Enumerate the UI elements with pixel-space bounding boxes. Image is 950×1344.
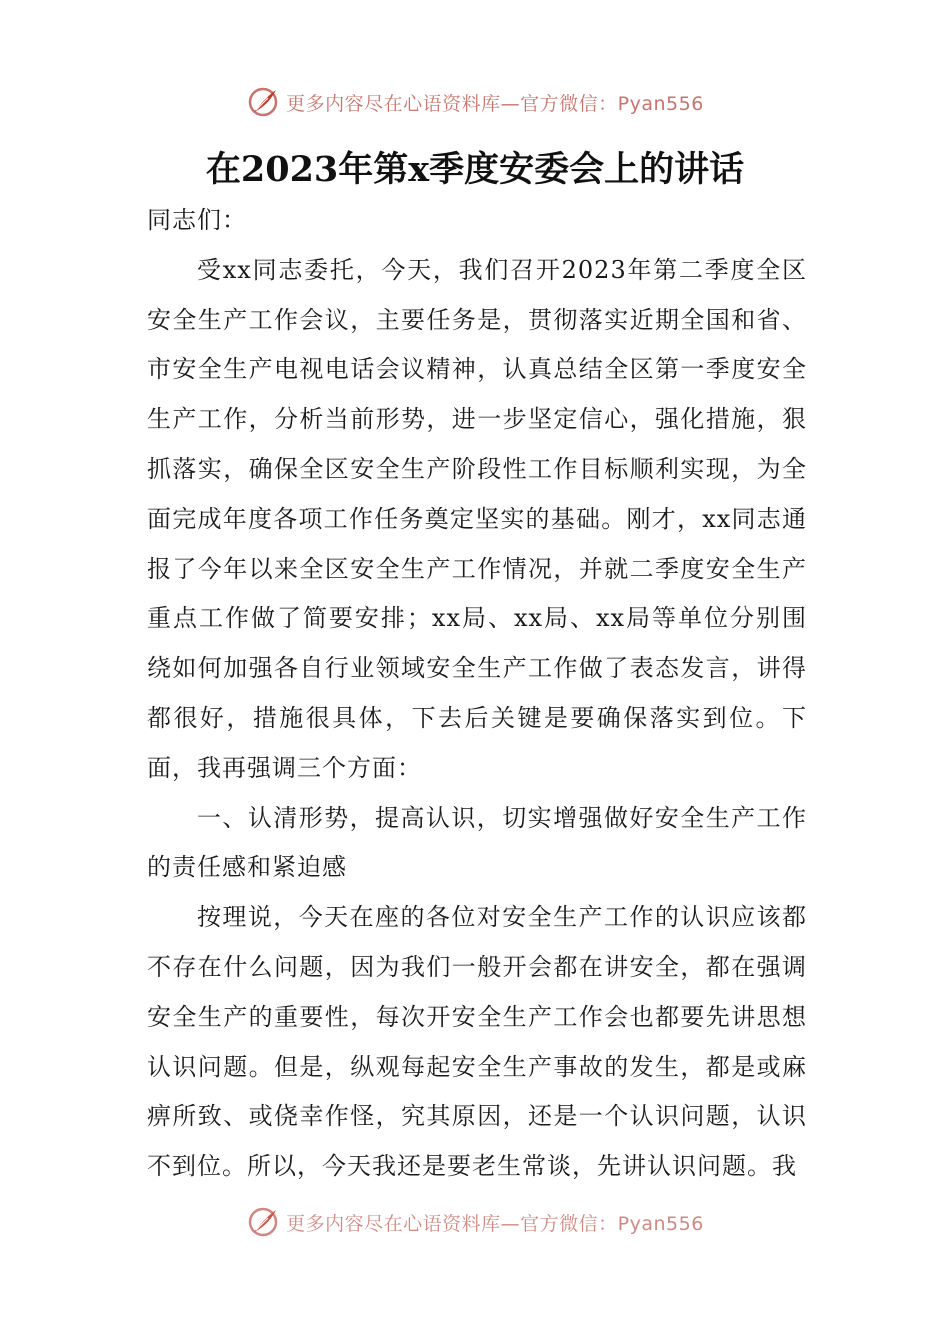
section-heading: 一、认清形势，提高认识，切实增强做好安全生产工作的责任感和紧迫感 [147,803,807,882]
document-body [147,196,807,1192]
footer-watermark [0,1202,950,1242]
document-title: 在2023年第x季度安委会上的讲话 [205,149,745,190]
watermark-text: 更多内容尽在心语资料库—官方微信：Pyan556 [286,1212,704,1235]
feather-pen-logo-icon [246,85,280,119]
feather-pen-logo-icon [246,1205,280,1239]
paragraph: 按理说，今天在座的各位对安全生产工作的认识应该都不存在什么问题，因为我们一般开会都在讲安全，都在强调安全生产的重要性，每次开安全生产工作会也都要先讲思想认识问题。但是，纵观每起安全生产事故的发生，都是或麻痹所致、或侥幸作怪，究其原因，还是一个认识问题，认识不到位。所以，今天我还是要老生常谈，先讲认识问题。我 [147,903,807,1181]
paragraph: 受xx同志委托，今天，我们召开2023年第二季度全区安全生产工作会议，主要任务是，贯彻落实近期全国和省、市安全生产电视电话会议精神，认真总结全区第一季度安全生产工作，分析当前形势，进一步坚定信心，强化措施，狠抓落实，确保全区安全生产阶段性工作目标顺利实现，为全面完成年度各项工作任务奠定坚实的基础。刚才，xx同志通报了今年以来全区安全生产工作情况，并就二季度安全生产重点工作做了简要安排；xx局、xx局、xx局等单位分别围绕如何加强各自行业领域安全生产工作做了表态发言，讲得都很好，措施很具体，下去后关键是要确保落实到位。下面，我再强调三个方面： [147,255,807,782]
header-watermark [0,82,950,122]
watermark-text: 更多内容尽在心语资料库—官方微信：Pyan556 [286,92,704,115]
salutation: 同志们： [147,206,247,234]
